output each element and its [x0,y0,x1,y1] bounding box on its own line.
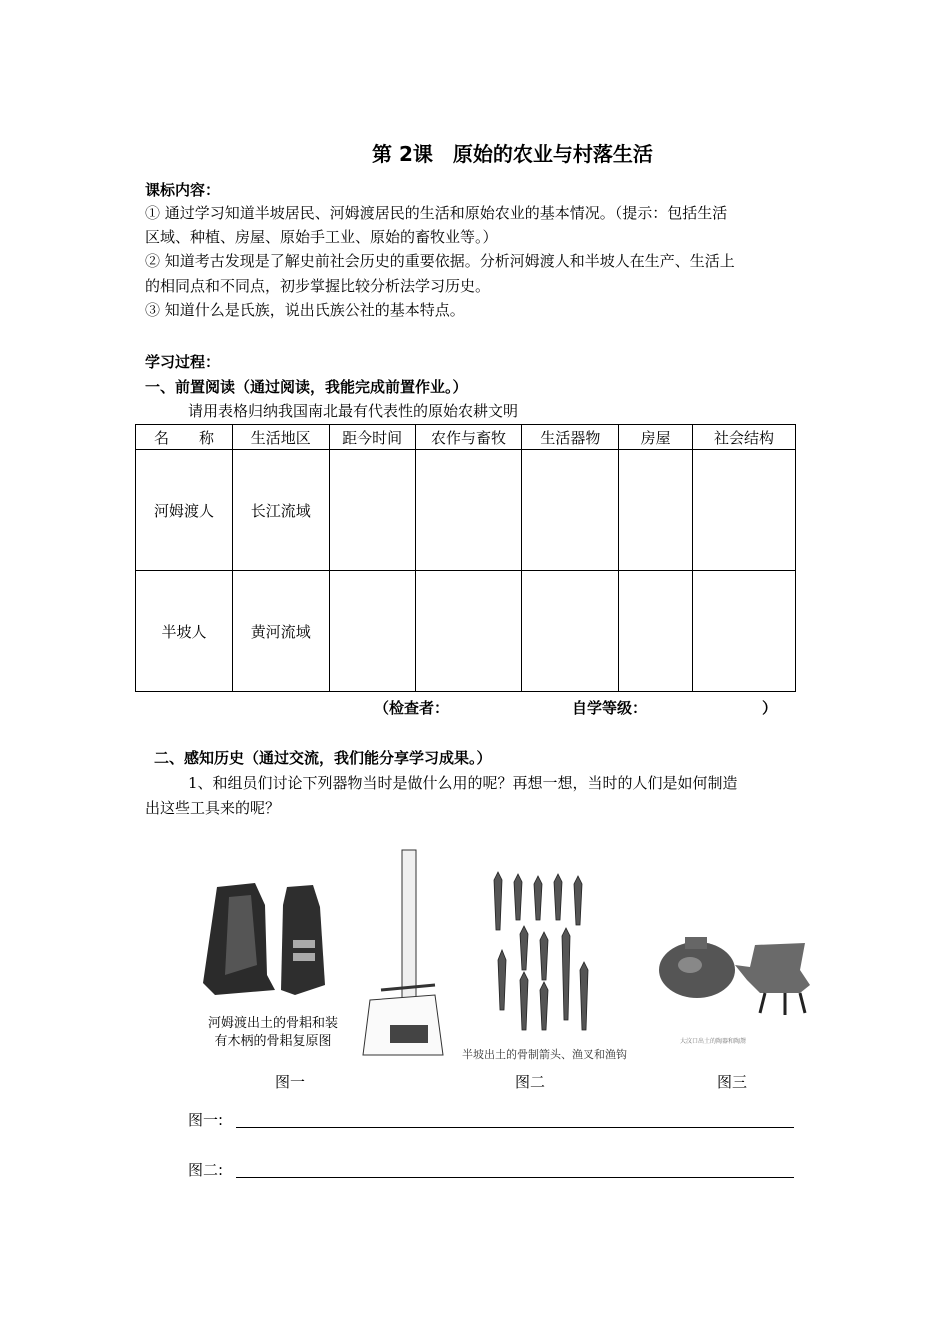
header-name: 名 称 [136,425,233,450]
table-header-row [136,425,796,450]
figure-2-label: 图二 [514,1073,545,1091]
fig1-caption [198,1015,348,1051]
arrowheads-image [480,870,610,1040]
answer-2-line[interactable] [236,1163,794,1178]
cell-time[interactable] [329,571,415,692]
header-agriculture: 农作与畜牧 [415,425,522,450]
cell-housing[interactable] [619,571,693,692]
question1-line2: 出这些工具来的呢？ [145,799,281,817]
standard-2-line1: ② 知道考古发现是了解史前社会历史的重要依据。分析河姆渡人和半坡人在生产、生活上 [145,252,735,270]
cell-region: 长江流域 [232,450,329,571]
standard-1-line2: 区域、种植、房屋、原始手工业、原始的畜牧业等。） [145,228,498,246]
cell-name: 半坡人 [136,571,233,692]
figure-3-label: 图三 [716,1073,747,1091]
cell-utensils[interactable] [522,450,619,571]
header-utensils: 生活器物 [522,425,619,450]
comparison-table [135,424,796,692]
header-society: 社会结构 [693,425,796,450]
check-close: ） [762,699,778,717]
standard-1-line1: ① 通过学习知道半坡居民、河姆渡居民的生活和原始农业的基本情况。（提示：包括生活 [145,204,728,222]
answer-1-label: 图一: [188,1111,224,1129]
pottery-image [655,925,825,1025]
cell-housing[interactable] [619,450,693,571]
figure-1-label: 图一 [274,1073,305,1091]
header-housing: 房屋 [619,425,693,450]
standard-3: ③ 知道什么是氏族，说出氏族公社的基本特点。 [145,301,465,319]
question1-line1: 1、和组员们讨论下列器物当时是做什么用的呢？再想一想，当时的人们是如何制造 [188,774,738,792]
answer-1-line[interactable] [236,1113,794,1128]
cell-region: 黄河流域 [232,571,329,692]
grade-label: 自学等级： [572,699,648,717]
cell-society[interactable] [693,571,796,692]
table-row [136,571,796,692]
cell-agriculture[interactable] [415,571,522,692]
fig3-caption: 大汶口出土的陶器和陶鬶 [680,1038,747,1045]
section1-heading: 一、前置阅读（通过阅读，我能完成前置作业。） [145,378,468,396]
fig1-caption-line1: 河姆渡出土的骨耜和装 [207,1016,338,1031]
cell-society[interactable] [693,450,796,571]
process-heading: 学习过程： [145,353,221,371]
standards-heading: 课标内容： [145,181,221,199]
cell-agriculture[interactable] [415,450,522,571]
cell-time[interactable] [329,450,415,571]
fig2-caption: 半坡出土的骨制箭头、渔叉和渔钩 [462,1048,627,1061]
fig1-caption-line2: 有木柄的骨耜复原图 [214,1034,332,1049]
cell-utensils[interactable] [522,571,619,692]
cell-name: 河姆渡人 [136,450,233,571]
table-instruction: 请用表格归纳我国南北最有代表性的原始农耕文明 [188,402,519,420]
table-row [136,450,796,571]
header-time: 距今时间 [329,425,415,450]
standard-2-line2: 的相同点和不同点，初步掌握比较分析法学习历史。 [145,277,491,295]
answer-2-label: 图二: [188,1161,224,1179]
page-title: 第 2课 原始的农业与村落生活 [372,142,653,166]
checker-label: （检查者： [374,699,450,717]
header-region: 生活地区 [232,425,329,450]
section2-heading: 二、感知历史（通过交流，我们能分享学习成果。） [154,749,492,767]
